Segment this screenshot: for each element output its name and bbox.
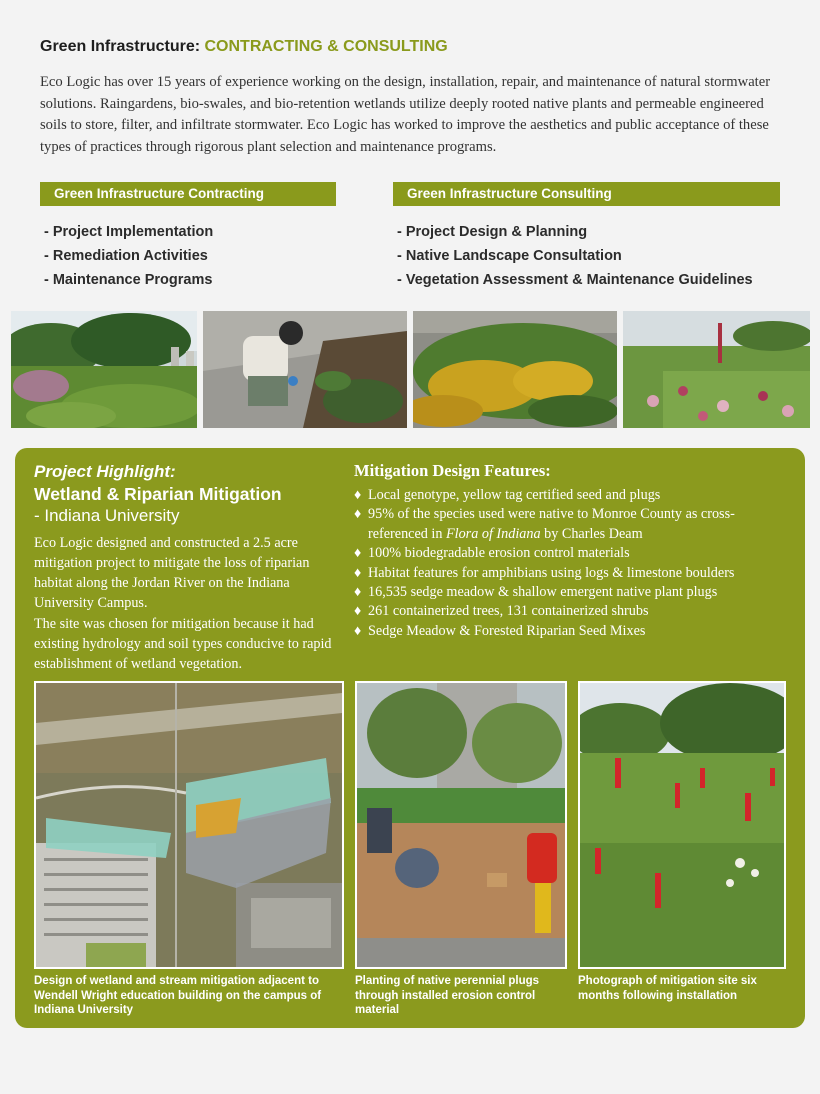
list-item: ♦ 95% of the species used were native to Monroe County as cross-referenced in Flora of Indiana by Charles Deam <box>354 506 735 542</box>
caption-design: Design of wetland and stream mitigation adjacent to Wendell Wright education building on the campus of Indiana University <box>34 975 322 1016</box>
diamond-icon: ♦ <box>354 584 362 601</box>
highlight-paragraph-1: Eco Logic designed and constructed a 2.5 acre mitigation project to mitigate the loss of riparian habitat along the Jordan River on the Indiana University Campus. <box>34 535 310 611</box>
list-item: ♦ Habitat features for amphibians using logs & limestone boulders <box>354 564 794 583</box>
worker-photo <box>203 311 407 428</box>
bioswale-photo <box>413 311 617 428</box>
book-title: Flora of Indiana <box>445 525 541 542</box>
planting-photo <box>355 681 567 969</box>
diamond-icon: ♦ <box>354 487 362 503</box>
page-title <box>40 38 448 56</box>
diamond-icon: ♦ <box>354 506 362 523</box>
diamond-icon: ♦ <box>354 564 362 581</box>
highlight-subtitle: - Indiana University <box>34 506 180 525</box>
list-item: - Project Implementation <box>44 224 214 240</box>
caption-planting: Planting of native perennial plugs through installed erosion control material <box>355 975 540 1016</box>
diamond-icon: ♦ <box>354 603 362 620</box>
highlight-title: Wetland & Riparian Mitigation <box>34 484 282 504</box>
aerial-design-map <box>34 681 344 969</box>
features-list <box>354 486 794 641</box>
list-item: - Remediation Activities <box>44 248 208 264</box>
list-item: ♦ Local genotype, yellow tag certified seed and plugs <box>354 486 794 505</box>
list-item: ♦ 16,535 sedge meadow & shallow emergent native plant plugs <box>354 583 794 602</box>
contracting-list <box>44 220 213 292</box>
prairie-photo <box>623 311 810 428</box>
list-item: - Vegetation Assessment & Maintenance Guidelines <box>397 272 753 288</box>
title-prefix: Green Infrastructure: <box>40 38 205 55</box>
diamond-icon: ♦ <box>354 622 362 639</box>
raingarden-photo <box>11 311 197 428</box>
list-item: - Project Design & Planning <box>397 224 588 240</box>
mitigation-site-photo <box>578 681 786 969</box>
list-item: - Native Landscape Consultation <box>397 248 622 264</box>
consulting-heading: Green Infrastructure Consulting <box>393 182 780 206</box>
list-item: ♦ Sedge Meadow & Forested Riparian Seed Mixes <box>354 622 794 641</box>
contracting-heading: Green Infrastructure Contracting <box>40 182 336 206</box>
list-item: ♦ 100% biodegradable erosion control materials <box>354 544 794 563</box>
caption-photo: Photograph of mitigation site six months following installation <box>578 975 757 1002</box>
title-accent: CONTRACTING & CONSULTING <box>204 38 448 55</box>
intro-paragraph: Eco Logic has over 15 years of experience working on the design, installation, repair, and maintenance of natural stormwater solutions. Raingardens, bio-swales, and bio-retention wetlands utilize deeply rooted native plants and permeable engineered soils to store, filter, and infiltrate stormwater. Eco Logic has worked to improve the aesthetics and public acceptance of these types of practices through rigorous plant selection and maintenance programs. <box>40 74 771 155</box>
highlight-kicker: Project Highlight: <box>34 462 176 481</box>
list-item: ♦ 261 containerized trees, 131 containerized shrubs <box>354 602 794 621</box>
features-heading: Mitigation Design Features: <box>354 461 551 480</box>
consulting-list <box>397 220 753 292</box>
list-item: - Maintenance Programs <box>44 272 213 288</box>
highlight-paragraph-2: The site was chosen for mitigation because it had existing hydrology and soil types conducive to rapid establishment of wetland vegetation. <box>34 616 332 672</box>
diamond-icon: ♦ <box>354 545 362 562</box>
